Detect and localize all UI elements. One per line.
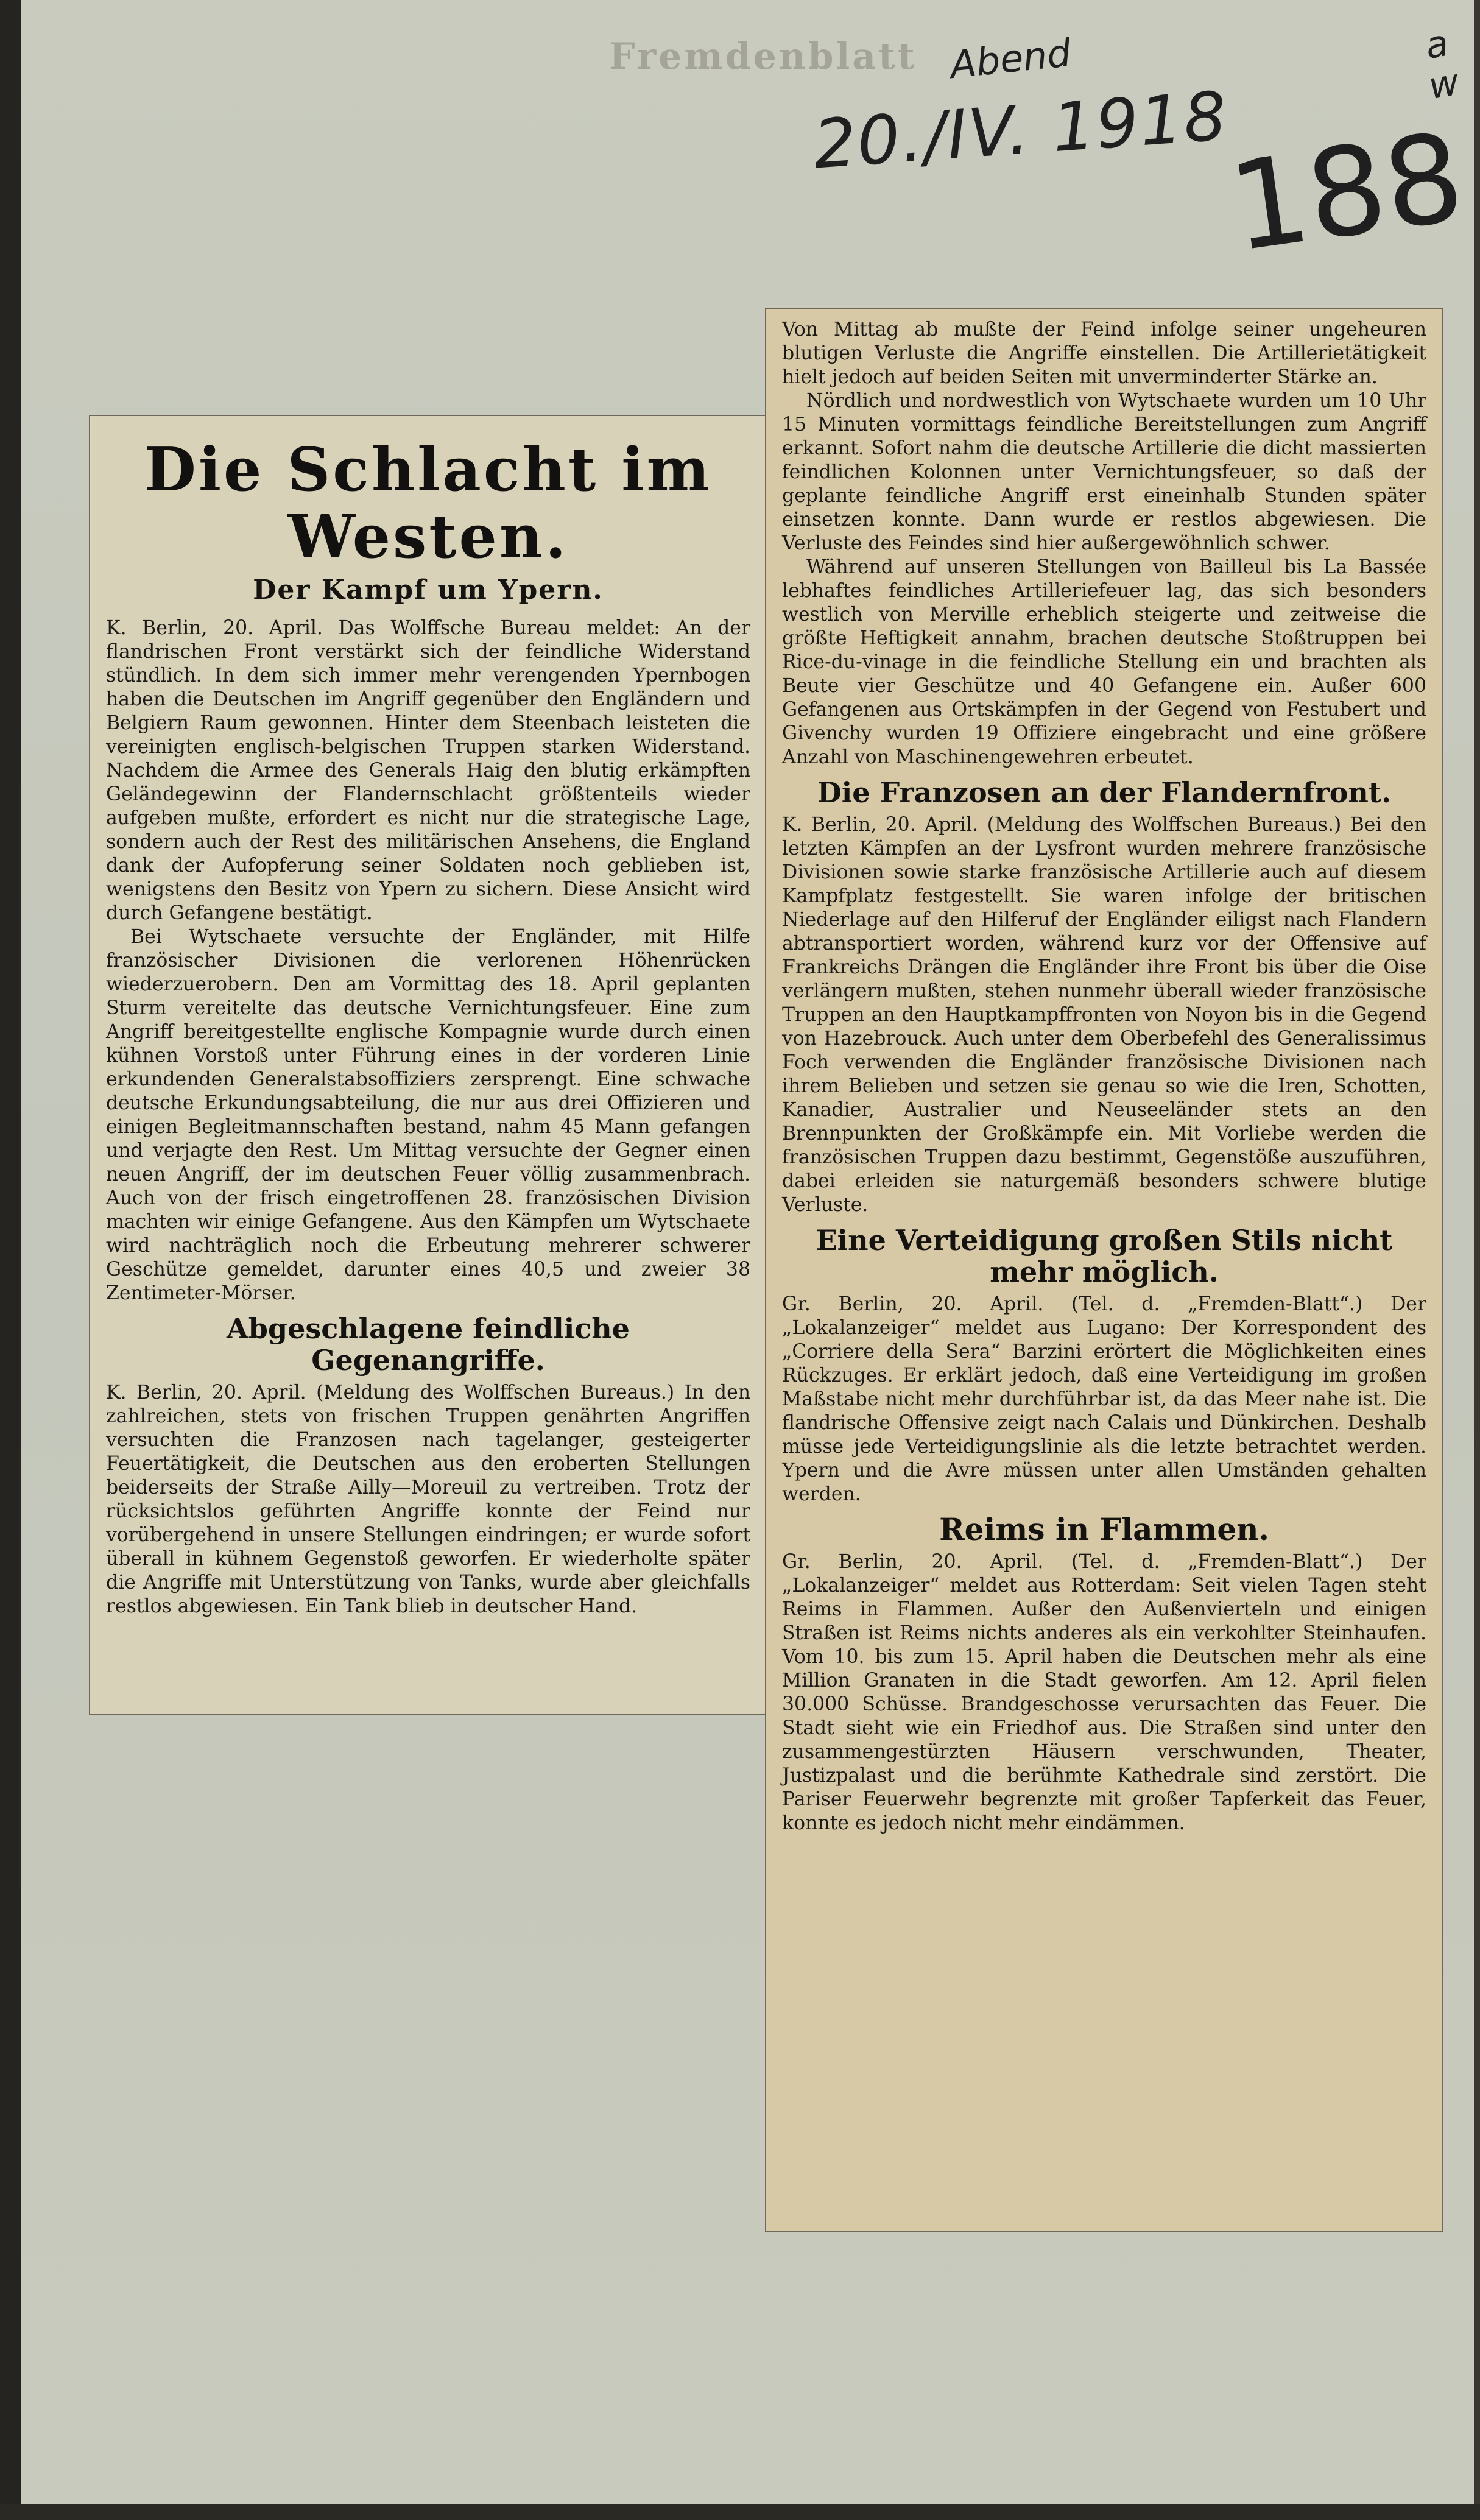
article-paragraph: Gr. Berlin, 20. April. (Tel. d. „Fremden-Blatt“.) Der „Lokalanzeiger“ meldet aus Lugano: Der Korrespondent des „Corriere della Sera“ Barzini erörtert die Möglichkeiten eines Rückzuges. Er erklärt jedoch, daß eine Verteidigung im großen Maßstabe nicht mehr durchführbar ist, da das Meer nahe ist. Die flandrische Offensive zeigt nach Calais und Dünkirchen. Deshalb müsse jede Verteidigungslinie als die letzte betrachtet werden. Ypern und die Avre müssen unter allen Umständen gehalten werden. [782,1293,1426,1505]
clipping-left [90,416,766,1714]
article-paragraph: Bei Wytschaete versuchte der Engländer, mit Hilfe französischer Divisionen die verlorenen Höhenrücken wiederzuerobern. Den am Vormittag des 18. April geplanten Sturm vereitelte das deutsche Vernichtungsfeuer. Eine zum Angriff bereitgestellte englische Kompagnie wurde durch einen kühnen Vorstoß unter Führung eines in der vorderen Linie erkundenden Generalstabsoffiziers zersprengt. Eine schwache deutsche Erkundungsabteilung, die nur aus drei Offizieren und einigen Begleitmannschaften bestand, nahm 45 Mann gefangen und verjagte den Rest. Um Mittag versuchte der Gegner einen neuen Angriff, der im deutschen Feuer völlig zusammenbrach. Auch von der frisch eingetroffenen 28. französischen Division machten wir einige Gefangene. Aus den Kämpfen um Wytschaete wird nachträglich noch die Erbeutung mehrerer schwerer Geschütze gemeldet, darunter eines 40,5 und zweier 38 Zentimeter-Mörser. [106,926,750,1304]
main-subheadline: Der Kampf um Ypern. [253,574,604,605]
article-paragraph: K. Berlin, 20. April. (Meldung des Wolffschen Bureaus.) In den zahlreichen, stets von frischen Truppen genährten Angriffen versuchten die Franzosen nach tagelanger, gesteigerter Feuertätigkeit, die Deutschen aus den eroberten Stellungen beiderseits der Straße Ailly—Moreuil zu vertreiben. Trotz der rücksichtslos geführten Angriffe konnte der Feind nur vorübergehend in unsere Stellungen eindringen; er wurde sofort überall in kühnem Gegenstoß geworfen. Er wiederholte später die Angriffe mit Unterstützung von Tanks, wurde aber gleichfalls restlos abgewiesen. Ein Tank blieb in deutscher Hand. [106,1382,750,1617]
corner-mark-a: a [1422,21,1452,68]
newspaper-stamp: Fremdenblatt [609,35,917,78]
section-headline: Reims in Flammen. [939,1511,1269,1547]
article-paragraph: Gr. Berlin, 20. April. (Tel. d. „Fremden-Blatt“.) Der „Lokalanzeiger“ meldet aus Rotterdam: Seit vielen Tagen steht Reims in Flammen. Außer den Außenvierteln und einigen Straßen ist Reims nichts anderes als ein verkohlter Steinhaufen. Vom 10. bis zum 15. April haben die Deutschen mehr als eine Million Granaten in die Stadt geworfen. Am 12. April fielen 30.000 Schüsse. Brandgeschosse verursachten das Feuer. Die Stadt sieht wie ein Friedhof aus. Die Straßen sind unter den zusammengestürzten Häusern verschwunden, Theater, Justizpalast und die berühmte Kathedrale sind zerstört. Die Pariser Feuerwehr begrenzte mit großer Tapferkeit das Feuer, konnte es jedoch nicht mehr eindämmen. [782,1551,1426,1834]
scan-edge-bottom [0,2504,1480,2520]
clipping-left-column [90,416,766,1618]
main-headline: Die Schlacht im Westen. [144,435,713,572]
scan-edge-right [1474,0,1480,2520]
clipping-right [766,309,1442,2231]
clipping-right-column [766,309,1442,1835]
section-headline: Die Franzosen an der Flandernfront. [817,776,1392,809]
article-paragraph: K. Berlin, 20. April. Das Wolffsche Bureau meldet: An der flandrischen Front verstärkt sich der feindliche Widerstand stündlich. In dem sich immer mehr verengenden Ypernbogen haben die Deutschen im Angriff gegenüber den Engländern und Belgiern Raum gewonnen. Hinter dem Steenbach leisteten die vereinigten englisch-belgischen Truppen starken Widerstand. Nachdem die Armee des Generals Haig den blutig erkämpften Geländegewinn der Flandernschlacht größtenteils wieder aufgeben mußte, erfordert es nicht nur die strategische Lage, sondern auch der Rest des militärischen Ansehens, die England dank der Aufopferung seiner Soldaten noch geblieben ist, wenigstens den Besitz von Ypern zu sichern. Diese Ansicht wird durch Gefangene bestätigt. [106,617,750,924]
section-headline: Eine Verteidigung großen Stils nicht mehr möglich. [816,1224,1393,1288]
article-paragraph: Nördlich und nordwestlich von Wytschaete wurden um 10 Uhr 15 Minuten vormittags feindliche Bereitstellungen zum Angriff erkannt. Sofort nahm die deutsche Artillerie die dicht massierten feindlichen Kolonnen unter Vernichtungsfeuer, so daß der geplante feindliche Angriff erst eineinhalb Stunden später einsetzen konnte. Dann wurde er restlos abgewiesen. Die Verluste des Feindes sind hier außergewöhnlich schwer. [782,390,1426,554]
article-paragraph: K. Berlin, 20. April. (Meldung des Wolffschen Bureaus.) Bei den letzten Kämpfen an der Lysfront wurden mehrere französische Divisionen sowie starke französische Artillerie auch auf diesem Kampfplatz festgestellt. Sie waren infolge der britischen Niederlage auf den Hilferuf der Engländer eiligst nach Flandern abtransportiert worden, während kurz vor der Offensive auf Frankreichs Drängen die Engländer ihre Front bis über die Oise verlängern mußten, stehen nunmehr überall wieder französische Truppen an den Hauptkampffronten von Noyon bis in die Gegend von Hazebrouck. Auch unter dem Oberbefehl des Generalissimus Foch verwenden die Engländer französische Divisionen nach ihrem Belieben und setzen sie genau so wie die Iren, Schotten, Kanadier, Australier und Neuseeländer stets an den Brennpunkten der Großkämpfe ein. Mit Vorliebe werden die französischen Truppen dazu bestimmt, Gegenstöße auszuführen, dabei erleiden sie naturgemäß besonders schwere blutige Verluste. [782,814,1426,1216]
section-headline: Abgeschlagene feindliche Gegenangriffe. [227,1312,630,1377]
handwritten-number: 188 [1221,106,1472,280]
handwritten-date: 20./IV. 1918 [811,77,1230,184]
corner-mark-w: w [1425,60,1462,108]
scan-edge-left [0,0,21,2520]
corner-marks [1412,21,1468,108]
handwritten-edition: Abend [948,30,1073,88]
article-paragraph: Während auf unseren Stellungen von Bailleul bis La Bassée lebhaftes feindliches Artilleriefeuer lag, das sich besonders westlich von Merville erheblich steigerte und zeitweise die größte Heftigkeit annahm, brachen deutsche Stoßtruppen bei Rice-du-vinage in die feindliche Stellung ein und brachten als Beute vier Geschütze und 40 Gefangene ein. Außer 600 Gefangenen aus Ortskämpfen in der Gegend von Festubert und Givenchy wurden 19 Offiziere eingebracht und eine größere Anzahl von Maschinengewehren erbeutet. [782,556,1426,768]
article-paragraph: Von Mittag ab mußte der Feind infolge seiner ungeheuren blutigen Verluste die Angriffe einstellen. Die Artillerietätigkeit hielt jedoch auf beiden Seiten mit unverminderter Stärke an. [782,319,1426,388]
